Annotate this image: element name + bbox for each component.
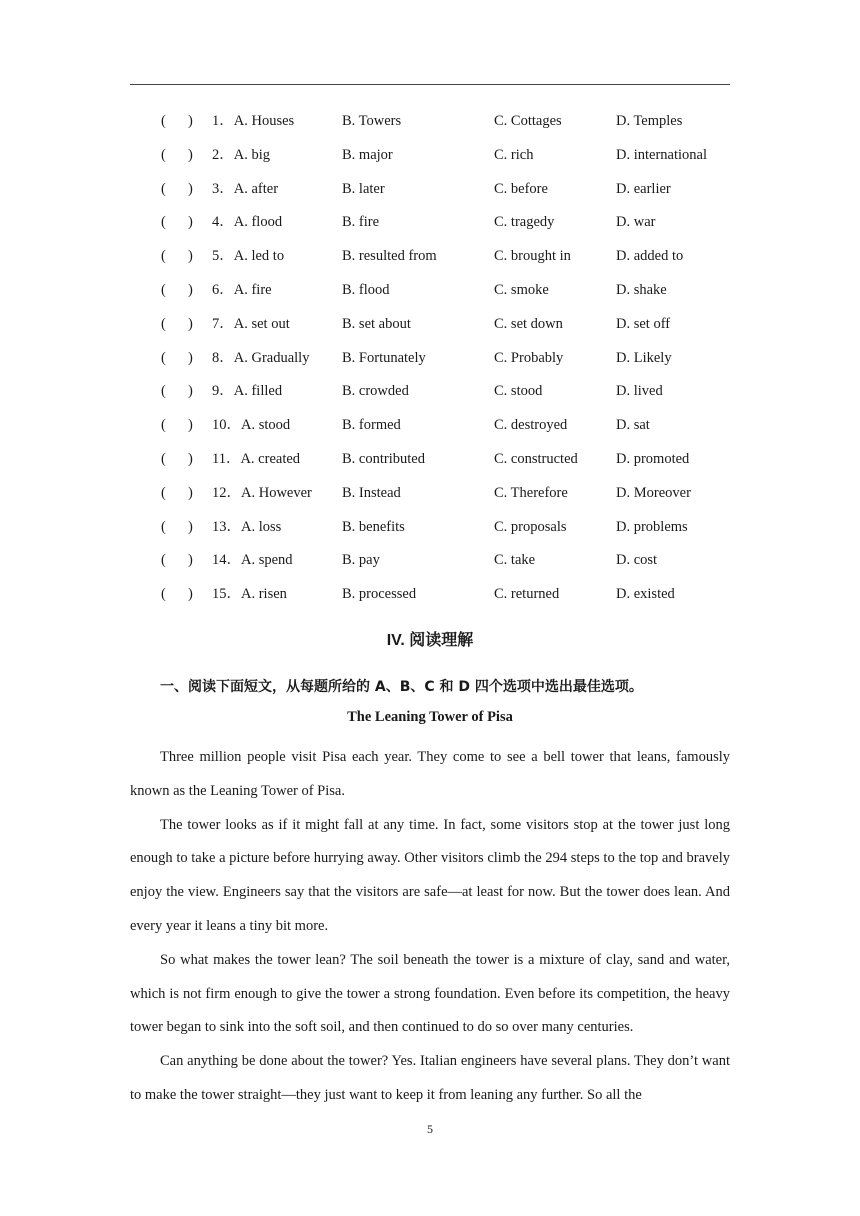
option-b: B. formed xyxy=(342,417,401,434)
question-row xyxy=(0,313,860,347)
option-c: C. Therefore xyxy=(494,484,568,501)
answer-bracket-close: ) xyxy=(188,281,193,298)
answer-bracket-open: ( xyxy=(161,146,166,163)
option-c: C. brought in xyxy=(494,248,571,265)
answer-bracket-close: ) xyxy=(188,113,193,129)
option-c: C. stood xyxy=(494,383,543,400)
option-a: 11．A. created xyxy=(212,450,301,467)
option-c: C. set down xyxy=(494,315,563,332)
option-c: C. proposals xyxy=(494,518,567,535)
option-d: D. existed xyxy=(616,586,675,603)
answer-bracket-open: ( xyxy=(161,383,166,400)
option-a: 1．A. Houses xyxy=(212,113,295,129)
answer-bracket-close: ) xyxy=(188,417,193,434)
option-b: B. flood xyxy=(342,281,390,298)
answer-bracket-open: ( xyxy=(161,281,166,298)
option-b: B. Fortunately xyxy=(342,349,426,366)
option-c: C. take xyxy=(494,552,536,569)
answer-bracket-open: ( xyxy=(161,113,166,129)
option-a: 14．A. spend xyxy=(212,552,293,569)
option-b: B. processed xyxy=(342,586,417,603)
question-row xyxy=(0,110,860,144)
question-row xyxy=(0,516,860,550)
option-a: 12．A. However xyxy=(212,484,312,501)
question-row xyxy=(0,583,860,617)
option-b: B. resulted from xyxy=(342,248,437,265)
option-d: D. problems xyxy=(616,518,688,535)
answer-bracket-open: ( xyxy=(161,450,166,467)
answer-bracket-close: ) xyxy=(188,518,193,535)
option-a: 3．A. after xyxy=(212,180,279,197)
option-a: 4．A. flood xyxy=(212,214,283,231)
question-row xyxy=(0,380,860,414)
instruction-text: 一、阅读下面短文，从每题所给的 A、B、C 和 D 四个选项中选出最佳选项。 xyxy=(160,679,643,695)
answer-bracket-open: ( xyxy=(161,248,166,265)
option-b: B. contributed xyxy=(342,450,425,467)
option-b: B. fire xyxy=(342,214,380,231)
answer-bracket-close: ) xyxy=(188,146,193,163)
option-a: 13．A. loss xyxy=(212,518,282,535)
paragraph: Can anything be done about the tower? Yes. Italian engineers have several plans. They don’t want to make the tower straight—they just want to keep it from leaning any further. So all the xyxy=(130,1053,730,1103)
option-b: B. set about xyxy=(342,315,411,332)
option-d: D. promoted xyxy=(616,450,690,467)
answer-bracket-close: ) xyxy=(188,248,193,265)
option-d: D. lived xyxy=(616,383,663,400)
answer-bracket-close: ) xyxy=(188,586,193,603)
option-d: D. Likely xyxy=(616,349,672,366)
option-a: 9．A. filled xyxy=(212,383,283,400)
option-a: 5．A. led to xyxy=(212,248,285,265)
answer-bracket-close: ) xyxy=(188,180,193,197)
answer-bracket-close: ) xyxy=(188,484,193,501)
paragraph: So what makes the tower lean? The soil beneath the tower is a mixture of clay, sand and water, which is not firm enough to give the tower a strong foundation. Even before its competition, the heavy tower began to sink into the soft soil, and then continued to do so over many centuries. xyxy=(130,951,730,1036)
option-c: C. Cottages xyxy=(494,113,562,129)
answer-bracket-close: ) xyxy=(188,552,193,569)
option-b: B. benefits xyxy=(342,518,405,535)
question-row xyxy=(0,178,860,212)
option-c: C. rich xyxy=(494,146,534,163)
question-row xyxy=(0,279,860,313)
option-d: D. shake xyxy=(616,281,667,298)
option-a: 15．A. risen xyxy=(212,586,287,603)
header-rule xyxy=(130,84,730,85)
passage-title: The Leaning Tower of Pisa xyxy=(347,709,513,725)
answer-bracket-close: ) xyxy=(188,214,193,231)
option-d: D. sat xyxy=(616,417,650,434)
page-number: 5 xyxy=(427,1122,433,1136)
question-row xyxy=(0,211,860,245)
option-c: C. destroyed xyxy=(494,417,568,434)
option-a: 10．A. stood xyxy=(212,417,291,434)
answer-bracket-close: ) xyxy=(188,450,193,467)
question-row xyxy=(0,448,860,482)
answer-bracket-open: ( xyxy=(161,180,166,197)
option-b: B. crowded xyxy=(342,383,409,400)
answer-bracket-open: ( xyxy=(161,484,166,501)
answer-bracket-close: ) xyxy=(188,315,193,332)
question-row xyxy=(0,144,860,178)
option-d: D. earlier xyxy=(616,180,671,197)
option-c: C. Probably xyxy=(494,349,564,366)
option-d: D. set off xyxy=(616,315,671,332)
option-b: B. later xyxy=(342,180,385,197)
option-c: C. smoke xyxy=(494,281,549,298)
answer-bracket-open: ( xyxy=(161,214,166,231)
question-list xyxy=(0,110,860,617)
paragraph: Three million people visit Pisa each year. They come to see a bell tower that leans, famously known as the Leaning Tower of Pisa. xyxy=(130,749,730,799)
answer-bracket-open: ( xyxy=(161,518,166,535)
answer-bracket-open: ( xyxy=(161,315,166,332)
option-b: B. pay xyxy=(342,552,380,569)
option-b: B. major xyxy=(342,146,393,163)
option-b: B. Towers xyxy=(342,113,402,129)
question-row xyxy=(0,414,860,448)
answer-bracket-open: ( xyxy=(161,417,166,434)
option-d: D. added to xyxy=(616,248,684,265)
passage-body xyxy=(130,741,730,1113)
option-c: C. before xyxy=(494,180,548,197)
option-d: D. Temples xyxy=(616,113,683,129)
option-a: 2．A. big xyxy=(212,146,270,163)
section-heading: IV. 阅读理解 xyxy=(386,632,474,649)
option-d: D. cost xyxy=(616,552,658,569)
option-d: D. Moreover xyxy=(616,484,691,501)
answer-bracket-open: ( xyxy=(161,349,166,366)
answer-bracket-open: ( xyxy=(161,586,166,603)
question-row xyxy=(0,347,860,381)
option-c: C. tragedy xyxy=(494,214,555,231)
answer-bracket-close: ) xyxy=(188,349,193,366)
option-c: C. returned xyxy=(494,586,560,603)
option-d: D. international xyxy=(616,146,708,163)
option-a: 8．A. Gradually xyxy=(212,349,310,366)
answer-bracket-open: ( xyxy=(161,552,166,569)
option-b: B. Instead xyxy=(342,484,401,501)
question-row xyxy=(0,482,860,516)
option-a: 7．A. set out xyxy=(212,315,290,332)
question-row xyxy=(0,245,860,279)
option-a: 6．A. fire xyxy=(212,281,272,298)
option-d: D. war xyxy=(616,214,656,231)
option-c: C. constructed xyxy=(494,450,578,467)
question-row xyxy=(0,549,860,583)
paragraph: The tower looks as if it might fall at any time. In fact, some visitors stop at the tower just long enough to take a picture before hurrying away. Other visitors climb the 294 steps to the top and bravely enjoy the view. Engineers say that the visitors are safe—at least for now. But the tower does lean. And every year it leans a tiny bit more. xyxy=(130,816,730,934)
answer-bracket-close: ) xyxy=(188,383,193,400)
